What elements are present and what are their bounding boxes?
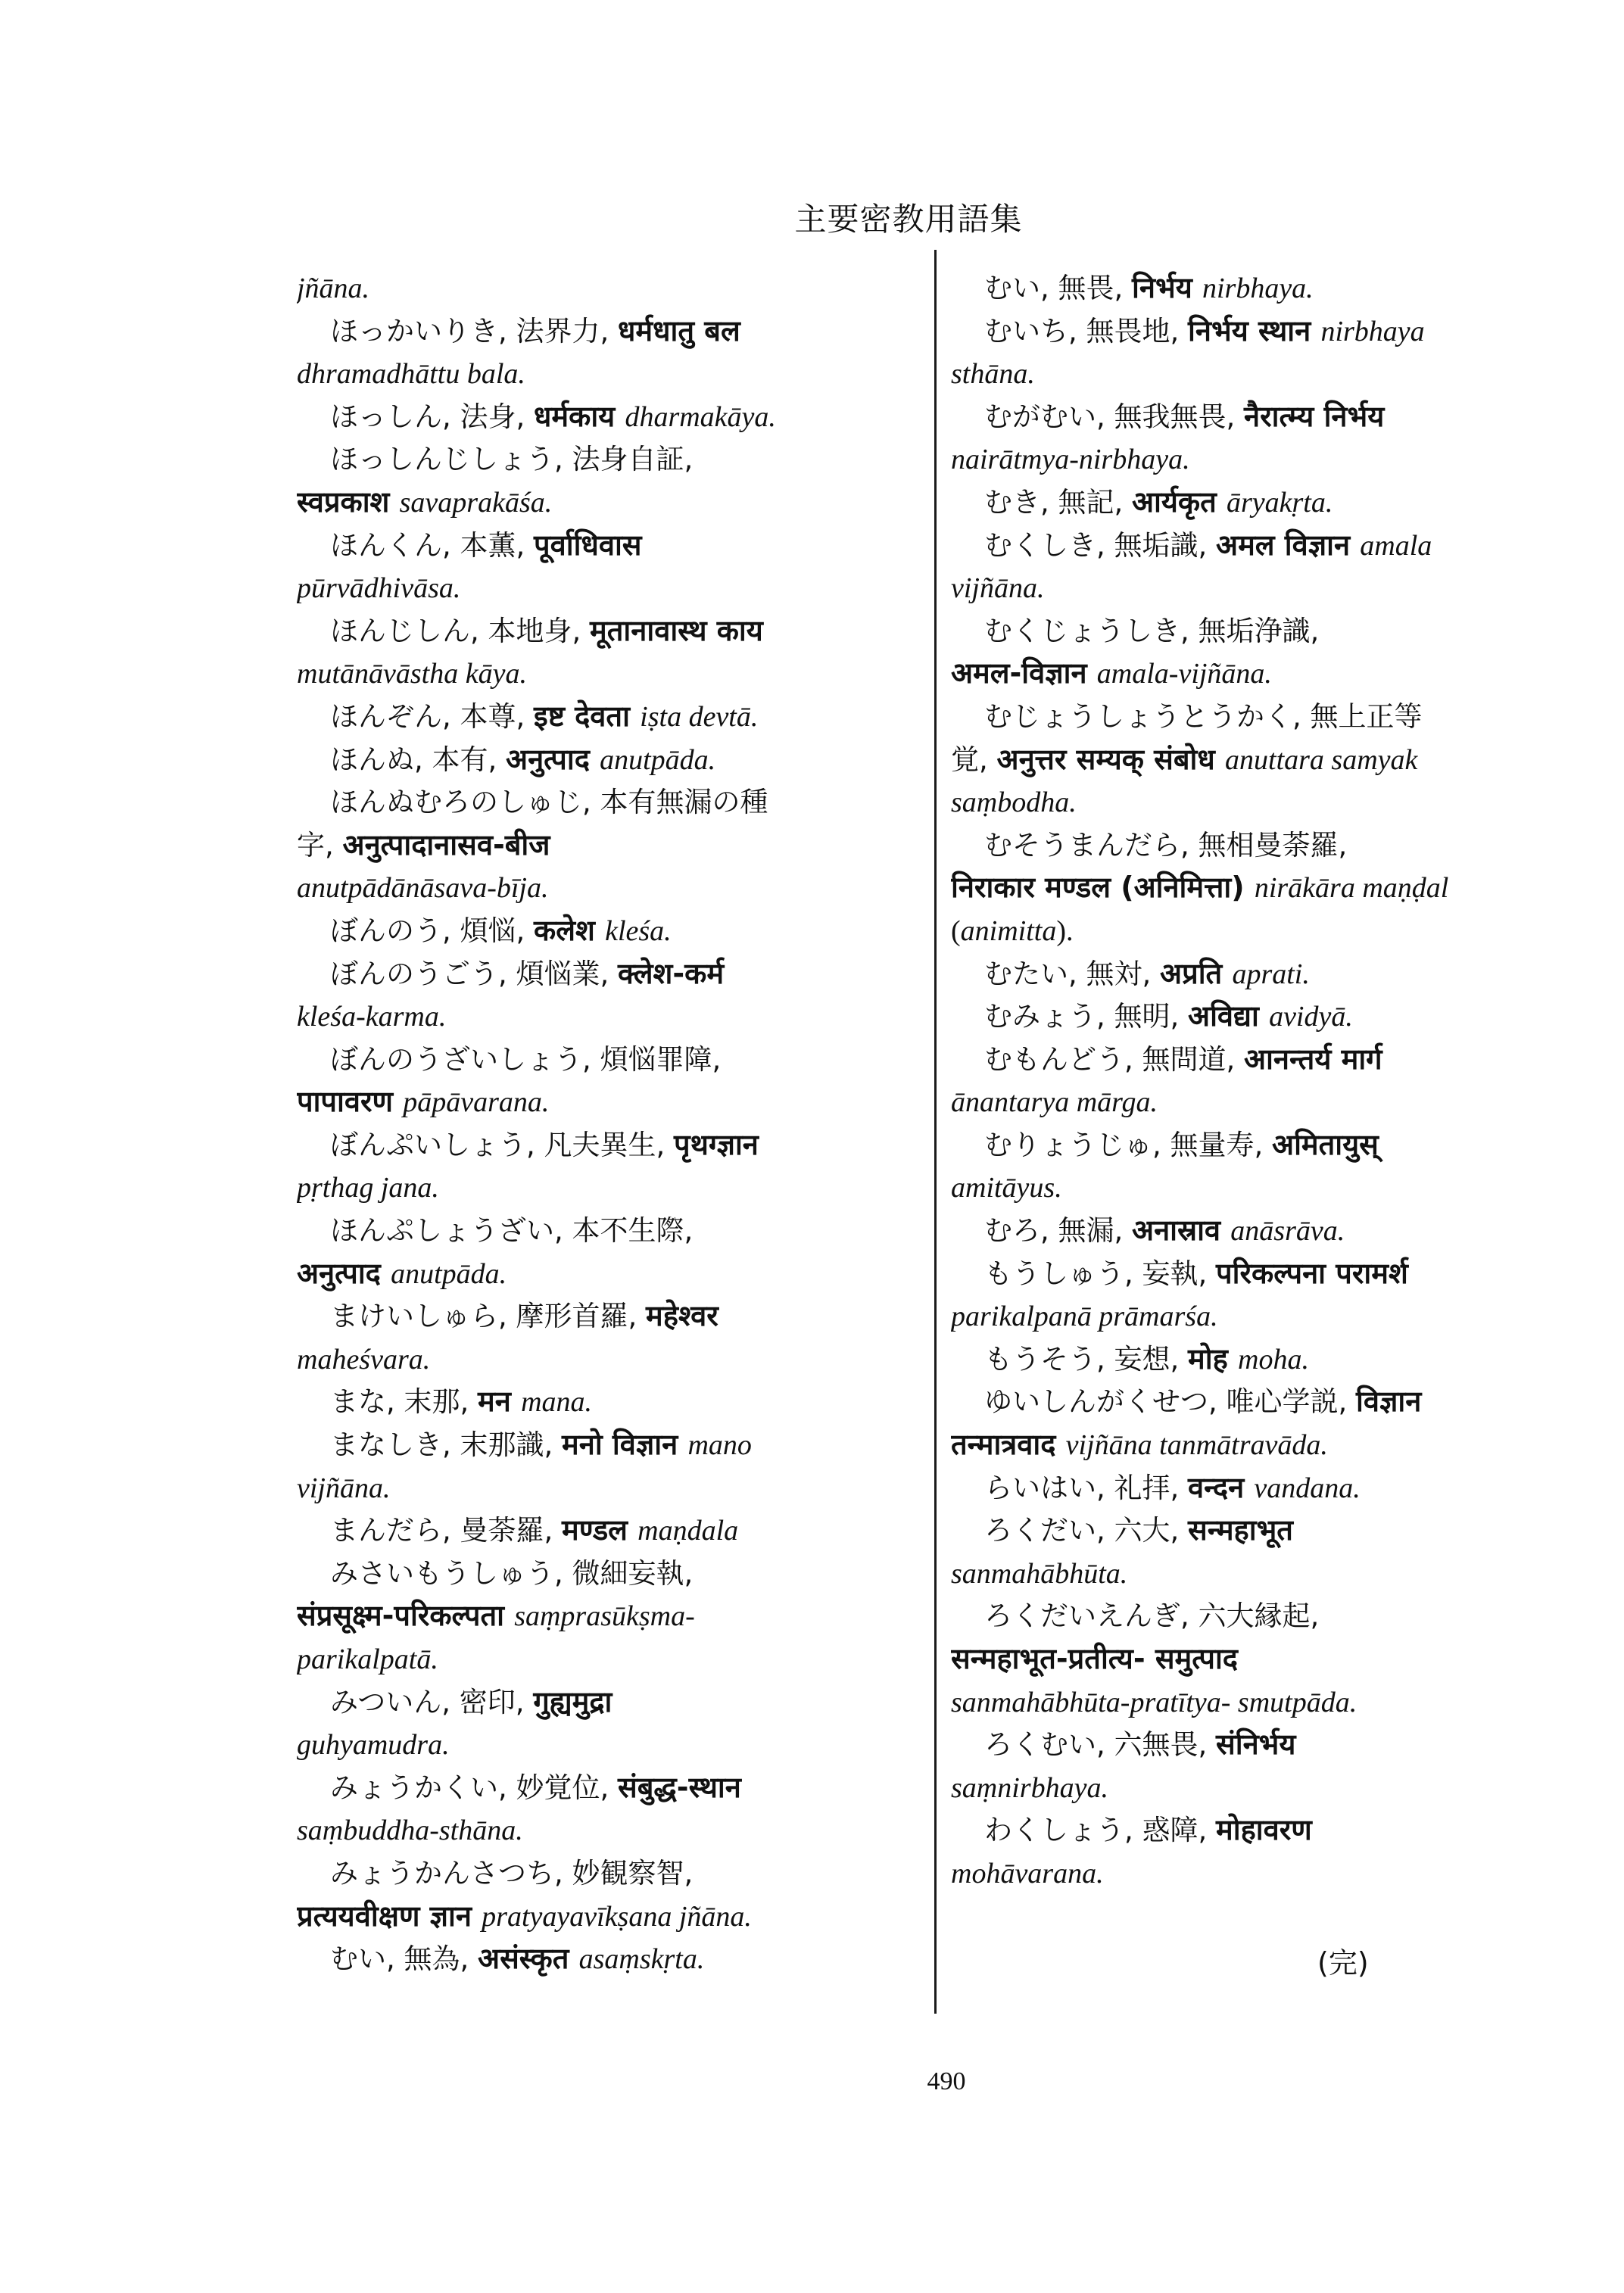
devanagari-text: अनुत्तर सम्यक् संबोध	[996, 742, 1226, 776]
glossary-line	[951, 1423, 1594, 1466]
devanagari-text: विज्ञान	[1356, 1385, 1422, 1419]
japanese-text: ほんぷしょうざい, 本不生際,	[330, 1214, 694, 1248]
glossary-line	[951, 1809, 1594, 1852]
japanese-text: わくしょう, 惑障,	[984, 1814, 1217, 1847]
devanagari-text: अमल विज्ञान	[1216, 528, 1361, 562]
romanized-sanskrit: savaprakāśa.	[399, 486, 553, 519]
glossary-line	[297, 1423, 940, 1466]
glossary-line	[297, 266, 940, 310]
japanese-text: むくしき, 無垢識,	[984, 528, 1217, 562]
japanese-text: ゆいしんがくせつ, 唯心学説,	[984, 1385, 1357, 1419]
romanized-sanskrit: pṛthag jana.	[297, 1172, 439, 1204]
romanized-sanskrit: kleśa-karma.	[297, 1001, 447, 1033]
glossary-line	[297, 1637, 940, 1681]
romanized-sanskrit: vijñāna.	[951, 572, 1045, 605]
glossary-line	[951, 995, 1594, 1038]
glossary-line	[951, 1080, 1594, 1123]
japanese-text: ろくだい, 六大,	[984, 1514, 1189, 1547]
devanagari-text: अनुत्पादानासव-बीज	[342, 827, 550, 861]
glossary-line	[951, 1252, 1594, 1295]
devanagari-text: इष्ट देवता	[534, 699, 641, 733]
romanized-sanskrit: saṃbuddha-sthāna.	[297, 1815, 523, 1847]
devanagari-text: महेश्वर	[646, 1299, 718, 1333]
devanagari-text: क्लेश-कर्म	[618, 956, 725, 990]
glossary-line	[951, 1594, 1594, 1637]
romanized-sanskrit: saṃprasūkṣma-	[514, 1600, 695, 1633]
romanized-sanskrit: dhramadhāttu bala.	[297, 358, 525, 391]
devanagari-text: मूतानावास्थ काय	[590, 613, 763, 647]
glossary-line	[297, 1809, 940, 1852]
romanized-sanskrit: maheśvara.	[297, 1343, 431, 1375]
japanese-text: もうそう, 妄想,	[984, 1342, 1189, 1375]
japanese-text: ぼんのうごう, 煩悩業,	[330, 957, 619, 990]
glossary-line	[297, 738, 940, 781]
romanized-sanskrit: pāpāvarana.	[403, 1086, 550, 1119]
glossary-line	[297, 1038, 940, 1081]
japanese-text: 字,	[297, 828, 343, 861]
japanese-text: ぼんぷいしょう, 凡夫異生,	[330, 1128, 675, 1161]
glossary-line	[951, 1338, 1594, 1381]
glossary-line	[297, 952, 940, 995]
devanagari-text: निर्भय	[1132, 271, 1202, 304]
devanagari-text: मन	[478, 1385, 522, 1419]
japanese-text: むろ, 無漏,	[984, 1214, 1133, 1248]
romanized-sanskrit: jñāna.	[297, 273, 370, 304]
glossary-line	[951, 1681, 1594, 1724]
devanagari-text: सन्महाभूत-प्रतीत्य- समुत्पाद	[951, 1642, 1238, 1675]
japanese-text: むそうまんだら, 無相曼荼羅,	[984, 828, 1348, 861]
devanagari-text: अविद्या	[1188, 999, 1270, 1033]
romanized-sanskrit: anutpāda.	[391, 1257, 507, 1290]
japanese-text: ほんぞん, 本尊,	[330, 699, 535, 733]
glossary-line	[951, 1509, 1594, 1552]
romanized-sanskrit: vijñāna tanmātravāda.	[1065, 1429, 1328, 1462]
romanized-sanskrit: nirbhaya	[1320, 315, 1425, 347]
glossary-line	[297, 1852, 940, 1895]
romanized-sanskrit: amala-vijñāna.	[1096, 658, 1272, 690]
glossary-line	[297, 1123, 940, 1167]
glossary-line	[297, 824, 940, 867]
romanized-sanskrit: nairātmya-nirbhaya.	[951, 444, 1190, 476]
japanese-text: ほんぬ, 本有,	[330, 743, 507, 776]
glossary-line	[951, 310, 1594, 353]
glossary-line	[297, 780, 940, 824]
romanized-sanskrit: mohāvarana.	[951, 1857, 1104, 1890]
japanese-text: むたい, 無対,	[984, 957, 1161, 990]
glossary-line	[297, 695, 940, 738]
romanized-sanskrit: amitāyus.	[951, 1172, 1062, 1204]
japanese-text: むい, 無畏,	[984, 272, 1133, 304]
glossary-line	[297, 995, 940, 1038]
romanized-sanskrit: vandana.	[1254, 1472, 1361, 1504]
glossary-line	[297, 1895, 940, 1938]
glossary-line	[297, 652, 940, 695]
romanized-sanskrit: moha.	[1238, 1343, 1309, 1375]
japanese-text: ほんくん, 本薫,	[330, 528, 535, 562]
glossary-line	[951, 1294, 1594, 1338]
romanized-sanskrit: anuttara samyak	[1225, 743, 1418, 776]
devanagari-text: कलेश	[534, 913, 606, 947]
romanized-sanskrit: saṃnirbhaya.	[951, 1771, 1108, 1804]
column-divider	[934, 250, 937, 2014]
running-header-title: 主要密教用語集	[794, 201, 1023, 238]
romanized-sanskrit: guhyamudra.	[297, 1729, 450, 1762]
glossary-line	[297, 1252, 940, 1295]
devanagari-text: मनो विज्ञान	[562, 1428, 688, 1462]
glossary-line	[951, 909, 1594, 952]
japanese-text: みょうかんさつち, 妙観察智,	[330, 1856, 694, 1890]
devanagari-text: अमितायुस्	[1272, 1127, 1379, 1161]
devanagari-text: प्रत्ययवीक्षण ज्ञान	[297, 1899, 482, 1933]
japanese-text: ろくむい, 六無畏,	[984, 1728, 1217, 1762]
japanese-text: むくじょうしき, 無垢浄識,	[984, 614, 1320, 647]
japanese-text: 覚,	[951, 743, 997, 776]
japanese-text: ろくだいえんぎ, 六大縁起,	[984, 1600, 1320, 1633]
devanagari-text: वन्दन	[1188, 1470, 1255, 1504]
romanized-sanskrit: sanmahābhūta.	[951, 1557, 1128, 1590]
glossary-line	[297, 438, 940, 481]
glossary-line	[297, 1080, 940, 1123]
romanized-sanskrit: parikalpanā prāmarśa.	[951, 1301, 1218, 1333]
devanagari-text: सन्महाभूत	[1188, 1513, 1293, 1547]
devanagari-text: अमल-विज्ञान	[951, 656, 1097, 690]
japanese-text: らいはい, 礼拝,	[984, 1471, 1189, 1504]
glossary-line	[951, 1038, 1594, 1081]
japanese-text: むいち, 無畏地,	[984, 314, 1189, 347]
romanized-sanskrit: avidyā.	[1269, 1001, 1353, 1033]
devanagari-text: धर्मधातु बल	[618, 313, 740, 347]
end-mark: (完)	[1317, 1946, 1369, 1980]
devanagari-text: पापावरण	[297, 1085, 404, 1119]
romanized-sanskrit: mana.	[521, 1386, 593, 1419]
glossary-line	[297, 1681, 940, 1724]
romanized-sanskrit: anutpādānāsava-bīja.	[297, 872, 549, 905]
glossary-line	[297, 1937, 940, 1980]
devanagari-text: धर्मकाय	[534, 399, 625, 433]
glossary-line	[951, 652, 1594, 695]
japanese-text: ほんぬむろのしゅじ, 本有無漏の種	[330, 786, 768, 819]
romanized-sanskrit: anāsrāva.	[1230, 1215, 1345, 1248]
romanized-sanskrit: dharmakāya.	[625, 400, 776, 433]
glossary-line	[297, 1466, 940, 1509]
glossary-line	[951, 566, 1594, 609]
japanese-text: ぼんのうざいしょう, 煩悩罪障,	[330, 1042, 722, 1076]
glossary-line	[297, 1209, 940, 1252]
romanized-sanskrit: saṃbodha.	[951, 787, 1077, 819]
romanized-sanskrit: anutpāda.	[600, 743, 716, 776]
devanagari-text: मण्डल	[562, 1513, 638, 1547]
devanagari-text: निर्भय स्थान	[1188, 313, 1321, 347]
devanagari-text: आर्यकृत	[1132, 484, 1227, 519]
devanagari-text: तन्मात्रवाद	[951, 1428, 1066, 1462]
glossary-line	[297, 1338, 940, 1381]
romanized-sanskrit: vijñāna.	[297, 1472, 391, 1504]
devanagari-text: आनन्तर्य मार्ग	[1244, 1042, 1382, 1076]
romanized-sanskrit: sthāna.	[951, 358, 1035, 391]
glossary-line	[951, 1123, 1594, 1167]
devanagari-text: संप्रसूक्ष्म-परिकल्पता	[297, 1599, 515, 1633]
japanese-text: むい, 無為,	[330, 1943, 478, 1976]
punctuation-text: ).	[1056, 914, 1074, 947]
glossary-line	[951, 824, 1594, 867]
japanese-text: むき, 無記,	[984, 485, 1133, 519]
romanized-sanskrit: mano	[687, 1429, 752, 1462]
romanized-sanskrit: kleśa.	[605, 914, 672, 947]
japanese-text: むみょう, 無明,	[984, 1000, 1189, 1033]
glossary-line	[297, 609, 940, 653]
glossary-line	[951, 952, 1594, 995]
romanized-sanskrit: pratyayavīkṣana jñāna.	[482, 1900, 752, 1933]
romanized-sanskrit: animitta	[960, 914, 1057, 947]
japanese-text: まんだら, 曼荼羅,	[330, 1514, 563, 1547]
japanese-text: まけいしゅら, 摩形首羅,	[330, 1300, 647, 1333]
romanized-sanskrit: nirbhaya.	[1202, 273, 1314, 304]
romanized-sanskrit: amala	[1360, 529, 1432, 562]
japanese-text: むじょうしょうとうかく, 無上正等	[984, 699, 1423, 733]
devanagari-text: मोहावरण	[1216, 1813, 1312, 1847]
romanized-sanskrit: sanmahābhūta-pratītya- smutpāda.	[951, 1686, 1357, 1718]
right-column	[951, 266, 1594, 1895]
devanagari-text: संबुद्ध-स्थान	[618, 1770, 741, 1804]
glossary-line	[297, 1766, 940, 1809]
romanized-sanskrit: parikalpatā.	[297, 1643, 438, 1675]
devanagari-text: अनास्राव	[1132, 1213, 1231, 1248]
romanized-sanskrit: maṇdala	[637, 1515, 739, 1547]
devanagari-text: असंस्कृत	[478, 1942, 579, 1976]
glossary-line	[951, 1723, 1594, 1766]
glossary-line	[297, 1723, 940, 1766]
romanized-sanskrit: asaṃskṛta.	[578, 1943, 705, 1976]
glossary-line	[951, 609, 1594, 653]
glossary-line	[297, 1166, 940, 1209]
glossary-line	[951, 1852, 1594, 1895]
glossary-line	[951, 395, 1594, 438]
japanese-text: みさいもうしゅう, 微細妄執,	[330, 1556, 694, 1590]
japanese-text: むりょうじゅ, 無量寿,	[984, 1128, 1273, 1161]
romanized-sanskrit: āryakṛta.	[1227, 486, 1333, 519]
glossary-line	[951, 1380, 1594, 1423]
glossary-line	[297, 310, 940, 353]
romanized-sanskrit: pūrvādhivāsa.	[297, 572, 461, 605]
glossary-line	[951, 352, 1594, 395]
glossary-line	[951, 780, 1594, 824]
glossary-line	[297, 909, 940, 952]
glossary-line	[951, 1552, 1594, 1595]
devanagari-text: गुह्यमुद्रा	[533, 1684, 613, 1718]
japanese-text: もうしゅう, 妄執,	[984, 1257, 1217, 1290]
glossary-line	[297, 1594, 940, 1637]
devanagari-text: अनुत्पाद	[297, 1256, 391, 1290]
glossary-line	[951, 1766, 1594, 1809]
page-number: 490	[927, 2067, 966, 2095]
glossary-line	[951, 1209, 1594, 1252]
glossary-line	[297, 352, 940, 395]
japanese-text: ほっかいりき, 法界力,	[330, 314, 619, 347]
glossary-line	[951, 1166, 1594, 1209]
japanese-text: むがむい, 無我無畏,	[984, 400, 1245, 433]
glossary-line	[297, 481, 940, 524]
japanese-text: ほっしん, 法身,	[330, 400, 535, 433]
glossary-line	[951, 1637, 1594, 1681]
romanized-sanskrit: aprati.	[1232, 958, 1310, 990]
japanese-text: まな, 末那,	[330, 1385, 478, 1419]
japanese-text: ほんじしん, 本地身,	[330, 614, 591, 647]
japanese-text: みついん, 密印,	[330, 1685, 534, 1718]
left-column	[297, 266, 940, 1980]
glossary-line	[297, 566, 940, 609]
devanagari-text: पूर्वाधिवास	[534, 528, 642, 562]
romanized-sanskrit: ānantarya mārga.	[951, 1086, 1158, 1119]
japanese-text: むもんどう, 無問道,	[984, 1042, 1245, 1076]
glossary-line	[297, 1380, 940, 1423]
japanese-text: ほっしんじしょう, 法身自証,	[330, 443, 694, 476]
glossary-line	[951, 866, 1594, 909]
glossary-line	[297, 866, 940, 909]
devanagari-text: स्वप्रकाश	[297, 484, 400, 519]
devanagari-text: संनिर्भय	[1216, 1728, 1296, 1762]
glossary-line	[951, 738, 1594, 781]
japanese-text: まなしき, 末那識,	[330, 1428, 563, 1462]
romanized-sanskrit: nirākāra maṇḍal	[1254, 872, 1449, 905]
devanagari-text: नैरात्म्य निर्भय	[1244, 399, 1385, 433]
glossary-line	[951, 524, 1594, 567]
devanagari-text: निराकार मण्डल (अनिमित्ता)	[951, 871, 1255, 905]
glossary-line	[951, 438, 1594, 481]
glossary-line	[297, 524, 940, 567]
devanagari-text: परिकल्पना परामर्श	[1216, 1256, 1408, 1290]
devanagari-text: मोह	[1188, 1341, 1239, 1375]
japanese-text: みょうかくい, 妙覚位,	[330, 1771, 619, 1804]
devanagari-text: अनुत्पाद	[506, 742, 600, 776]
glossary-line	[297, 1294, 940, 1338]
glossary-line	[297, 1509, 940, 1552]
glossary-line	[951, 1466, 1594, 1509]
punctuation-text: (	[951, 914, 961, 947]
glossary-line	[951, 266, 1594, 310]
glossary-line	[951, 481, 1594, 524]
romanized-sanskrit: iṣta devtā.	[640, 700, 759, 733]
glossary-line	[297, 395, 940, 438]
devanagari-text: पृथग्ज्ञान	[674, 1127, 759, 1161]
japanese-text: ぼんのう, 煩悩,	[330, 914, 535, 947]
romanized-sanskrit: mutānāvāstha kāya.	[297, 658, 527, 690]
devanagari-text: अप्रति	[1160, 956, 1233, 990]
glossary-line	[297, 1552, 940, 1595]
glossary-line	[951, 695, 1594, 738]
